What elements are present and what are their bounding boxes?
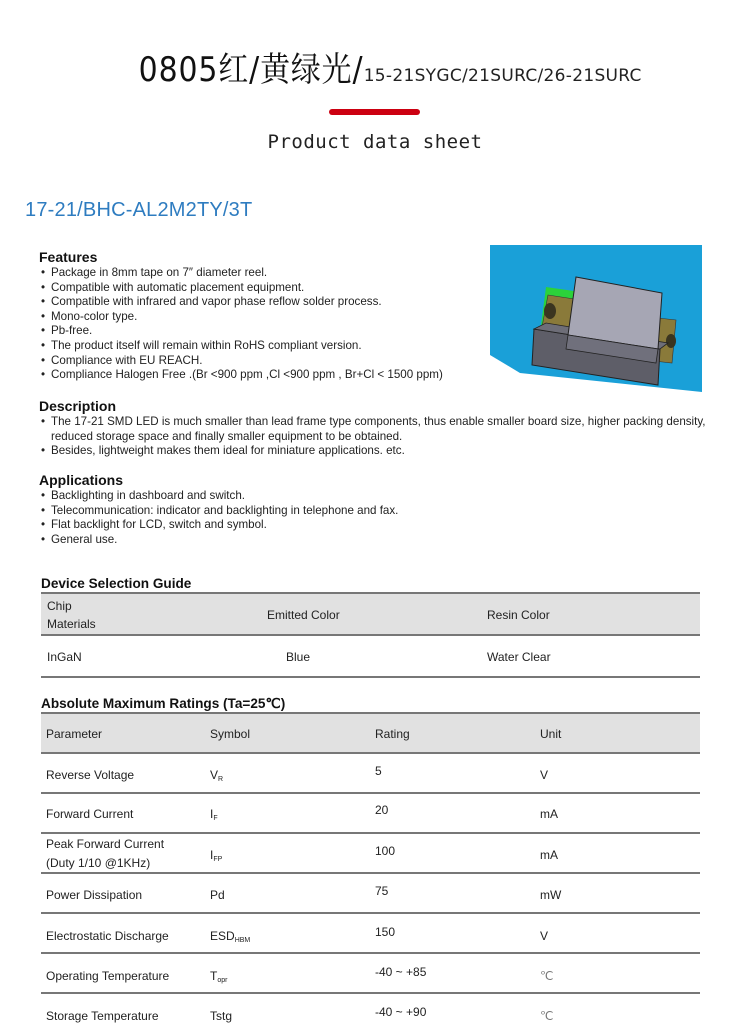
title-main: 0805红/黄绿光/ xyxy=(138,50,364,90)
table-row xyxy=(41,794,700,834)
cell-unit: V xyxy=(540,768,549,782)
header-materials: Materials xyxy=(47,617,96,631)
features-section xyxy=(39,249,489,383)
cell-emitted: Blue xyxy=(286,650,311,664)
cell-rating: 150 xyxy=(375,925,396,939)
symbol-subscript: HBM xyxy=(234,937,251,944)
cell-symbol xyxy=(210,927,250,950)
cell-unit: mA xyxy=(540,848,558,862)
abs-max-table xyxy=(41,712,700,1032)
cell-rating: 100 xyxy=(375,844,396,858)
list-item: • Mono-color type. xyxy=(39,310,489,325)
cell-symbol xyxy=(210,886,225,909)
device-selection-title: Device Selection Guide xyxy=(41,576,192,591)
description-list xyxy=(39,415,719,459)
cell-unit: ℃ xyxy=(540,969,554,983)
symbol-text: Pd xyxy=(210,888,225,902)
cell-symbol xyxy=(210,766,223,789)
table-row xyxy=(41,834,700,874)
part-number: 17-21/BHC-AL2M2TY/3T xyxy=(25,199,253,221)
abs-max-title: Absolute Maximum Ratings (Ta=25℃) xyxy=(41,696,286,711)
symbol-subscript: R xyxy=(218,776,224,783)
table-header-row xyxy=(41,712,700,754)
description-heading: Description xyxy=(39,398,117,414)
table-row xyxy=(41,914,700,954)
list-item: • Package in 8mm tape on 7″ diameter reel. xyxy=(39,266,489,281)
symbol-subscript: F xyxy=(213,815,218,822)
cell-rating: -40 ~ +90 xyxy=(375,1005,427,1019)
table-row xyxy=(41,754,700,794)
cell-parameter: Reverse Voltage xyxy=(46,768,135,782)
symbol-text: Tstg xyxy=(210,1009,233,1023)
header-resin-color: Resin Color xyxy=(487,608,550,622)
symbol-subscript: opr xyxy=(217,977,228,984)
product-image xyxy=(490,245,702,392)
cell-symbol xyxy=(210,805,218,828)
symbol-text: T xyxy=(210,969,218,983)
list-item: • Backlighting in dashboard and switch. xyxy=(39,489,719,504)
list-item: • The product itself will remain within RoHS compliant version. xyxy=(39,339,489,354)
list-item: • Compliance Halogen Free .(Br <900 ppm ,Cl <900 ppm , Br+Cl < 1500 ppm) xyxy=(39,368,489,383)
description-section xyxy=(39,398,719,459)
table-row xyxy=(41,994,700,1032)
cell-unit: mW xyxy=(540,888,562,902)
header-parameter: Parameter xyxy=(46,727,103,741)
list-item: • The 17-21 SMD LED is much smaller than lead frame type components, thus enable smaller board size, higher packing density, reduced storage space and finally smaller equipment to be obtained. xyxy=(39,415,719,444)
list-item: • Compliance with EU REACH. xyxy=(39,354,489,369)
header-symbol: Symbol xyxy=(210,727,251,741)
table-header-row xyxy=(41,592,700,636)
list-item: • Pb-free. xyxy=(39,324,489,339)
cell-unit: mA xyxy=(540,807,558,821)
cell-unit: ℃ xyxy=(540,1009,554,1023)
table-row xyxy=(41,954,700,994)
cell-parameter: Peak Forward Current xyxy=(46,837,165,851)
cell-parameter: Power Dissipation xyxy=(46,888,143,902)
accent-divider xyxy=(329,109,420,115)
table-row xyxy=(41,874,700,914)
list-item: • Telecommunication: indicator and backlighting in telephone and fax. xyxy=(39,504,719,519)
applications-section xyxy=(39,472,719,547)
cell-symbol xyxy=(210,1007,232,1030)
list-item: • Compatible with infrared and vapor phase reflow solder process. xyxy=(39,295,489,310)
symbol-text: ESD xyxy=(210,929,235,943)
cell-parameter: Forward Current xyxy=(46,807,134,821)
applications-list xyxy=(39,489,719,547)
list-item: • Flat backlight for LCD, switch and symbol. xyxy=(39,518,719,533)
cell-symbol xyxy=(210,967,227,990)
symbol-text: I xyxy=(210,807,214,821)
page-title xyxy=(0,42,750,91)
header-chip: Chip xyxy=(47,599,72,613)
symbol-subscript: FP xyxy=(213,856,223,863)
list-item: • Besides, lightweight makes them ideal for miniature applications. etc. xyxy=(39,444,719,459)
header-emitted-color: Emitted Color xyxy=(267,608,340,622)
cell-symbol xyxy=(210,846,222,869)
symbol-text: V xyxy=(210,768,219,782)
title-models: 15-21SYGC/21SURC/26-21SURC xyxy=(363,66,642,86)
cell-rating: -40 ~ +85 xyxy=(375,965,427,979)
symbol-text: I xyxy=(210,848,214,862)
cell-resin: Water Clear xyxy=(487,650,551,664)
header-unit: Unit xyxy=(540,727,562,741)
applications-heading: Applications xyxy=(39,472,124,488)
header-rating: Rating xyxy=(375,727,410,741)
cell-parameter-note: (Duty 1/10 @1KHz) xyxy=(46,856,151,870)
features-list xyxy=(39,266,489,383)
list-item: • General use. xyxy=(39,533,719,548)
table-row xyxy=(41,636,700,678)
cell-unit: V xyxy=(540,929,549,943)
cell-rating: 75 xyxy=(375,884,389,898)
cell-rating: 5 xyxy=(375,764,382,778)
cell-chip: InGaN xyxy=(47,650,82,664)
features-heading: Features xyxy=(39,249,98,265)
device-selection-table xyxy=(41,592,700,678)
cell-parameter: Storage Temperature xyxy=(46,1009,159,1023)
cell-parameter: Operating Temperature xyxy=(46,969,170,983)
cell-parameter: Electrostatic Discharge xyxy=(46,929,169,943)
list-item: • Compatible with automatic placement equipment. xyxy=(39,281,489,296)
page-subtitle: Product data sheet xyxy=(267,131,483,153)
cell-rating: 20 xyxy=(375,803,389,817)
